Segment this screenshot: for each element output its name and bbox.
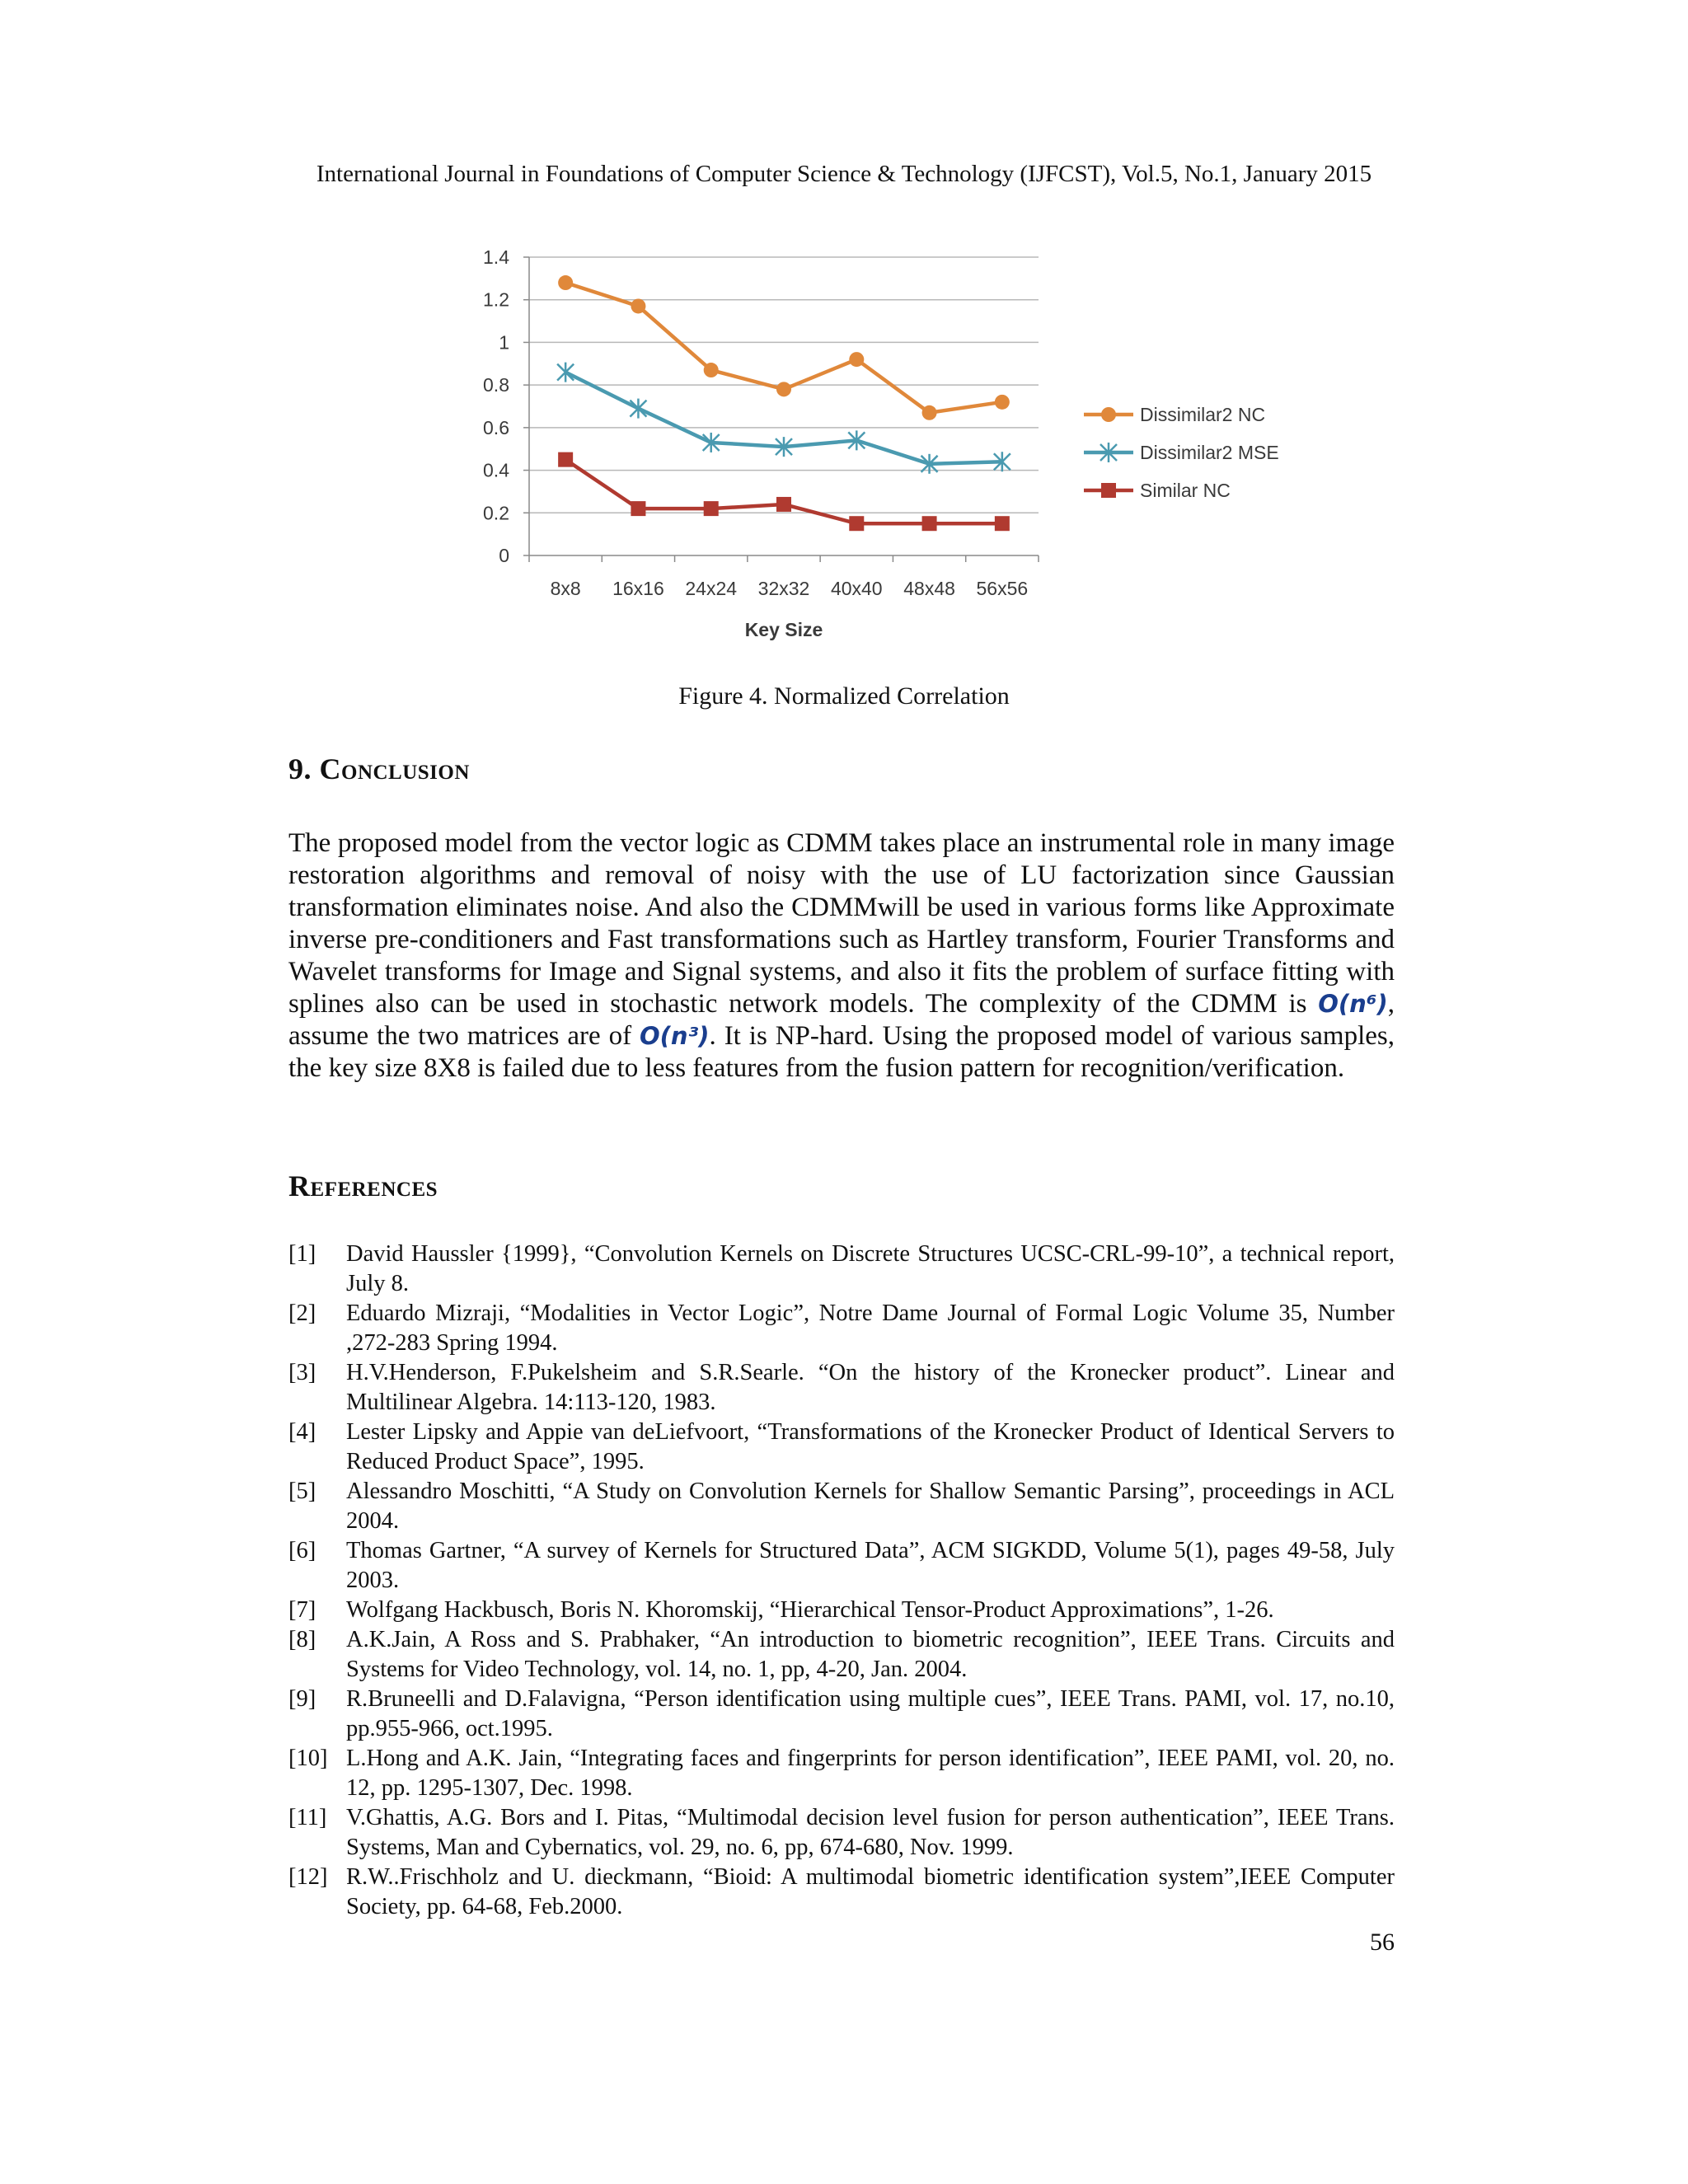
reference-number: [1] [288, 1241, 316, 1267]
reference-item [288, 1477, 1395, 1536]
x-tick-label: 8x8 [550, 578, 581, 599]
running-header: International Journal in Foundations of Computer Science & Technology (IJFCST), Vol.5, No.1, January 2015 [316, 161, 1372, 187]
data-point-circle [922, 405, 937, 420]
data-point-square [922, 516, 937, 531]
legend-entry [1084, 480, 1231, 501]
data-point-square [558, 452, 573, 467]
data-point-circle [704, 363, 719, 377]
reference-text: H.V.Henderson, F.Pukelsheim and S.R.Searle. “On the history of the Kronecker product”. Linear and Multilinear Algebra. 14:113-120, 1983. [346, 1360, 1395, 1415]
series-dissimilar2-nc [558, 275, 1010, 420]
reference-text: David Haussler {1999}, “Convolution Kernels on Discrete Structures UCSC-CRL-99-10”, a technical report, July 8. [346, 1241, 1395, 1296]
reference-text: Eduardo Mizraji, “Modalities in Vector Logic”, Notre Dame Journal of Formal Logic Volume 35, Number ,272-283 Spring 1994. [346, 1301, 1395, 1356]
reference-text: L.Hong and A.K. Jain, “Integrating faces and fingerprints for person identification”, IEEE PAMI, vol. 20, no. 12, pp. 1295-1307, Dec. 1998. [346, 1746, 1395, 1801]
reference-item [288, 1625, 1395, 1685]
reference-number: [10] [288, 1746, 328, 1771]
data-point-square [849, 516, 864, 531]
reference-item [288, 1596, 1395, 1625]
data-point-square [704, 501, 719, 516]
reference-text: Wolfgang Hackbusch, Boris N. Khoromskij, “Hierarchical Tensor-Product Approximations”, 1-26. [346, 1597, 1274, 1623]
y-tick-label: 0.8 [483, 374, 509, 396]
y-tick-label: 0.4 [483, 459, 509, 481]
reference-number: [11] [288, 1805, 327, 1830]
y-tick-label: 0.2 [483, 502, 509, 524]
x-tick-label: 32x32 [757, 578, 810, 599]
x-axis-label: Key Size [744, 619, 823, 640]
x-tick-label: 40x40 [830, 578, 883, 599]
y-tick-label: 0 [499, 545, 509, 566]
reference-item [288, 1299, 1395, 1358]
data-point-square [776, 497, 791, 512]
legend-label: Dissimilar2 NC [1140, 404, 1266, 425]
reference-text: Thomas Gartner, “A survey of Kernels for Structured Data”, ACM SIGKDD, Volume 5(1), pages 49-58, July 2003. [346, 1538, 1395, 1593]
legend-entry [1084, 442, 1279, 463]
x-tick-label: 56x56 [976, 578, 1029, 599]
normalized-correlation-chart [462, 239, 1368, 659]
x-tick-label: 48x48 [903, 578, 955, 599]
data-point-asterisk [557, 363, 574, 382]
reference-number: [6] [288, 1538, 316, 1563]
references-list [288, 1240, 1395, 1922]
data-point-circle [1101, 407, 1116, 422]
conclusion-paragraph [288, 827, 1395, 1085]
reference-item [288, 1418, 1395, 1477]
x-tick-label: 16x16 [612, 578, 664, 599]
reference-number: [7] [288, 1597, 316, 1623]
data-point-circle [631, 298, 645, 313]
series-dissimilar2-mse [557, 363, 1010, 474]
chart-series [557, 275, 1010, 531]
data-point-asterisk [630, 399, 646, 419]
legend-entry [1084, 404, 1265, 425]
data-point-square [995, 516, 1010, 531]
reference-item [288, 1358, 1395, 1418]
legend-label: Similar NC [1140, 480, 1231, 501]
data-point-circle [776, 382, 791, 396]
reference-number: [8] [288, 1627, 316, 1652]
y-tick-label: 1 [499, 331, 509, 354]
reference-item [288, 1240, 1395, 1299]
data-point-circle [558, 275, 573, 290]
x-tick-label: 24x24 [685, 578, 738, 599]
references-heading: References [288, 1169, 438, 1202]
reference-item [288, 1744, 1395, 1803]
reference-number: [2] [288, 1301, 316, 1326]
reference-text: A.K.Jain, A Ross and S. Prabhaker, “An introduction to biometric recognition”, IEEE Trans. Circuits and Systems for Video Technology, vol. 14, no. 1, pp, 4-20, Jan. 2004. [346, 1627, 1395, 1682]
conclusion-text-part3: . It is NP-hard. Using the proposed model of various samples, the key size 8X8 is failed due to less features from the fusion pattern for recognition/verification. [288, 1021, 1395, 1083]
reference-text: R.W..Frischholz and U. dieckmann, “Bioid: A multimodal biometric identification system”,IEEE Computer Society, pp. 64-68, Feb.2000. [346, 1864, 1395, 1919]
reference-number: [9] [288, 1686, 316, 1712]
page-number: 56 [1370, 1929, 1395, 1956]
conclusion-text-part1: The proposed model from the vector logic as CDMM takes place an instrumental role in many image restoration algorithms and removal of noisy with the use of LU factorization since Gaussian transformation eliminates noise. And also the CDMMwill be used in various forms like Approximate inverse pre-conditioners and Fast transformations such as Hartley transform, Fourier Transforms and Wavelet transforms for Image and Signal systems, and also it fits the problem of surface fitting with splines also can be used in stochastic network models. The complexity of the CDMM is [288, 828, 1395, 1019]
complexity-math-2: O(n³) [640, 1022, 710, 1050]
reference-number: [12] [288, 1864, 328, 1890]
reference-number: [4] [288, 1419, 316, 1445]
y-tick-label: 1.2 [483, 288, 509, 311]
reference-text: V.Ghattis, A.G. Bors and I. Pitas, “Multimodal decision level fusion for person authentication”, IEEE Trans. Systems, Man and Cybernatics, vol. 29, no. 6, pp, 674-680, Nov. 1999. [346, 1805, 1395, 1860]
reference-item [288, 1685, 1395, 1744]
y-tick-label: 1.4 [483, 246, 509, 268]
reference-text: R.Bruneelli and D.Falavigna, “Person identification using multiple cues”, IEEE Trans. PAMI, vol. 17, no.10, pp.955-966, oct.1995. [346, 1686, 1395, 1741]
y-tick-label: 0.6 [483, 416, 509, 438]
reference-item [288, 1863, 1395, 1922]
complexity-math-1: O(n⁶) [1318, 990, 1388, 1018]
conclusion-text-part2: , assume the two matrices are of [288, 989, 1395, 1051]
reference-number: [5] [288, 1479, 316, 1504]
legend-label: Dissimilar2 MSE [1140, 442, 1279, 463]
reference-item [288, 1803, 1395, 1863]
reference-number: [3] [288, 1360, 316, 1385]
conclusion-heading: 9. Conclusion [288, 752, 470, 785]
data-point-square [631, 501, 645, 516]
data-point-square [1101, 483, 1116, 498]
chart-legend [1084, 404, 1279, 501]
data-point-circle [995, 395, 1010, 410]
reference-text: Alessandro Moschitti, “A Study on Convolution Kernels for Shallow Semantic Parsing”, proceedings in ACL 2004. [346, 1479, 1395, 1534]
reference-item [288, 1536, 1395, 1596]
reference-text: Lester Lipsky and Appie van deLiefvoort, “Transformations of the Kronecker Product of Identical Servers to Reduced Product Space”, 1995. [346, 1419, 1395, 1474]
figure-caption: Figure 4. Normalized Correlation [678, 682, 1010, 710]
data-point-circle [849, 352, 864, 367]
